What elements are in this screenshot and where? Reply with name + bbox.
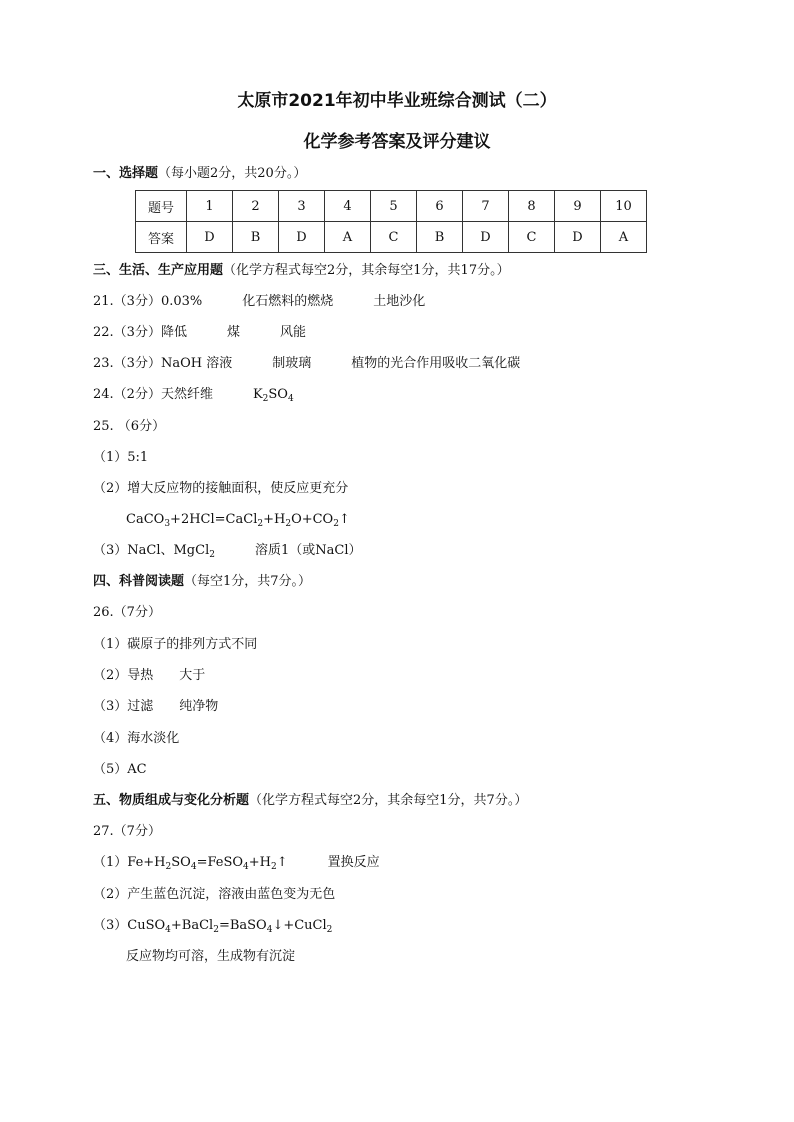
table-row-label: 答案 bbox=[136, 222, 187, 253]
table-row-label: 题号 bbox=[136, 191, 187, 222]
q26-label: 26.（7分） bbox=[93, 605, 161, 620]
section-5-note: （化学方程式每空2分，其余每空1分，共7分。） bbox=[249, 793, 528, 808]
section-3-heading bbox=[93, 262, 510, 280]
q25-part-3-b: 溶质1（或NaCl） bbox=[254, 543, 362, 558]
section-3-note: （化学方程式每空2分，其余每空1分，共17分。） bbox=[223, 263, 510, 278]
table-cell: B bbox=[417, 222, 463, 253]
q25-part-3: （3）NaCl、MgCl$_2$ 溶质1（或NaCl） bbox=[93, 543, 362, 560]
table-row-numbers bbox=[136, 191, 647, 222]
q24-line bbox=[93, 386, 294, 404]
q26-part-4: （4）海水淡化 bbox=[93, 731, 180, 746]
q26-part-1: （1）碳原子的排列方式不同 bbox=[93, 637, 258, 652]
table-cell: 8 bbox=[509, 191, 555, 222]
table-cell: 9 bbox=[555, 191, 601, 222]
section-3-title: 三、生活、生产应用题 bbox=[93, 263, 224, 278]
q26-part-3: （3）过滤 纯净物 bbox=[93, 699, 219, 714]
q23-answer-a: 制玻璃 bbox=[272, 356, 312, 371]
q22-answer-b: 风能 bbox=[279, 325, 306, 340]
q27-part-3: （3）CuSO$_4$+BaCl$_2$=BaSO$_4$↓+CuCl$_2$ bbox=[93, 918, 333, 935]
q25-equation: $CaCO_3+2HCl=CaCl_2+H_2O+CO_2↑$ bbox=[126, 512, 350, 529]
q27-part-3-b: 反应物均可溶，生成物有沉淀 bbox=[126, 949, 296, 964]
table-cell: 6 bbox=[417, 191, 463, 222]
q27-part-2: （2）产生蓝色沉淀，溶液由蓝色变为无色 bbox=[93, 887, 336, 902]
table-cell: 7 bbox=[463, 191, 509, 222]
table-cell: C bbox=[509, 222, 555, 253]
q25-label: 25. （6分） bbox=[93, 419, 166, 434]
q25-part-2: （2）增大反应物的接触面积，使反应更充分 bbox=[93, 481, 349, 496]
q27-label: 27.（7分） bbox=[93, 824, 161, 839]
q21-answer-b: 土地沙化 bbox=[373, 294, 426, 309]
section-4-heading bbox=[93, 573, 311, 591]
q27-part-1: $(1)Fe+H_2SO_4=FeSO_4+H_2↑$ 置换反应 bbox=[93, 855, 380, 872]
answer-table bbox=[135, 190, 647, 253]
section-5-heading bbox=[93, 792, 527, 810]
q21-answer-a: 化石燃料的燃烧 bbox=[242, 294, 334, 309]
q23-label: 23.（3分）NaOH 溶液 bbox=[93, 356, 233, 371]
table-cell: D bbox=[187, 222, 233, 253]
table-cell: C bbox=[371, 222, 417, 253]
table-cell: 1 bbox=[187, 191, 233, 222]
q21-label: 21.（3分）0.03% bbox=[93, 294, 203, 309]
table-cell: B bbox=[233, 222, 279, 253]
q24-formula: $K_2SO_4$ bbox=[252, 387, 294, 404]
table-cell: D bbox=[463, 222, 509, 253]
section-4-note: （每空1分，共7分。） bbox=[184, 574, 312, 589]
table-cell: 5 bbox=[371, 191, 417, 222]
q23-line bbox=[93, 355, 520, 373]
q26-part-2: （2）导热 大于 bbox=[93, 668, 206, 683]
section-5-title: 五、物质组成与变化分析题 bbox=[93, 793, 250, 808]
section-1-note: （每小题2分，共20分。） bbox=[158, 166, 307, 181]
table-cell: 3 bbox=[279, 191, 325, 222]
table-cell: A bbox=[325, 222, 371, 253]
q27-part-1-b: 置换反应 bbox=[327, 855, 380, 870]
table-row-answers bbox=[136, 222, 647, 253]
section-4-title: 四、科普阅读题 bbox=[93, 574, 185, 589]
q24-label: 24.（2分）天然纤维 bbox=[93, 387, 213, 402]
table-cell: D bbox=[555, 222, 601, 253]
q23-answer-b: 植物的光合作用吸收二氧化碳 bbox=[351, 356, 521, 371]
q26-part-5: （5）AC bbox=[93, 762, 147, 777]
table-cell: 4 bbox=[325, 191, 371, 222]
table-cell: 2 bbox=[233, 191, 279, 222]
page-subtitle: 化学参考答案及评分建议 bbox=[303, 132, 491, 152]
table-cell: A bbox=[601, 222, 647, 253]
table-cell: D bbox=[279, 222, 325, 253]
q22-line bbox=[93, 324, 306, 342]
q22-label: 22.（3分）降低 bbox=[93, 325, 187, 340]
page-title: 太原市2021年初中毕业班综合测试（二） bbox=[237, 91, 557, 111]
q22-answer-a: 煤 bbox=[226, 325, 240, 340]
section-1-heading bbox=[93, 165, 306, 183]
table-cell: 10 bbox=[601, 191, 647, 222]
section-1-title: 一、选择题 bbox=[93, 166, 159, 181]
q21-line bbox=[93, 293, 425, 311]
q25-part-1: （1）5:1 bbox=[93, 450, 149, 465]
